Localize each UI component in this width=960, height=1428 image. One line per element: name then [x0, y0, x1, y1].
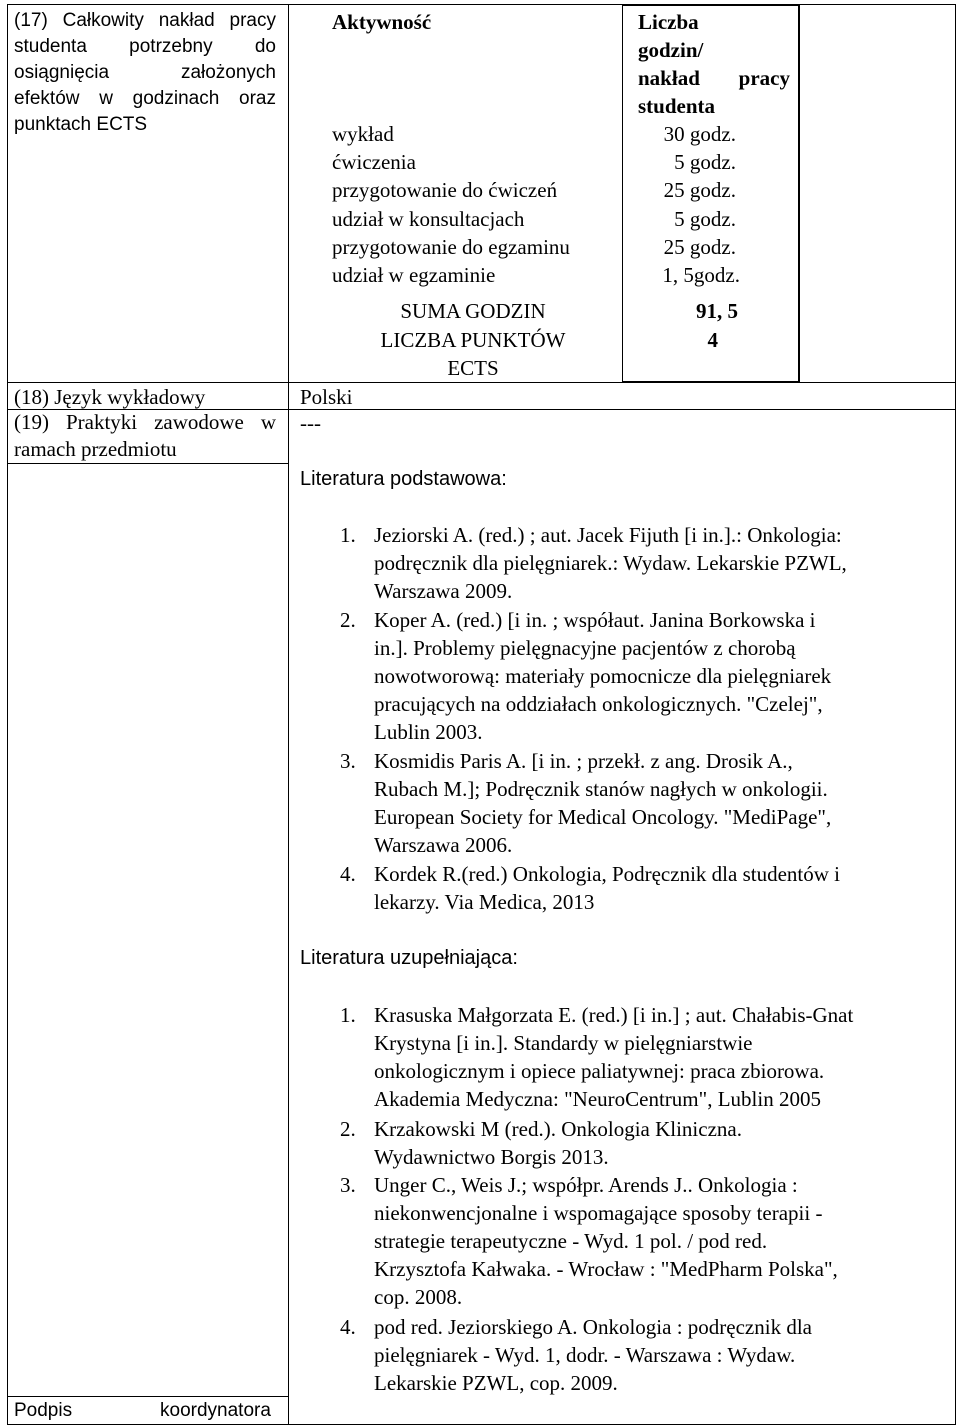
activity-hours: 25 godz.	[663, 235, 736, 259]
list-item-line: Warszawa 2006.	[374, 833, 513, 857]
hours-header-line-1: Liczba	[638, 10, 699, 34]
activity-row	[332, 233, 570, 261]
sum-hours-value: 91, 5	[696, 299, 738, 323]
column-divider	[288, 4, 289, 1424]
activity-hours: 1, 5godz.	[662, 263, 740, 287]
section-19-label	[14, 409, 276, 463]
ects-label	[328, 326, 618, 382]
list-item-text	[374, 1115, 944, 1171]
workload-table-top	[622, 4, 799, 6]
activity-name: przygotowanie do ćwiczeń	[332, 178, 558, 202]
section-17-line-3: osiągnięcia założonych	[14, 62, 276, 83]
list-item-line: Rubach M.]; Podręcznik stanów nagłych w onkologii.	[374, 777, 828, 801]
list-item-line: pielęgniarek - Wyd. 1, dodr. - Warszawa : Wydaw.	[374, 1343, 796, 1367]
list-item-line: cop. 2008.	[374, 1285, 463, 1309]
list-item-line: Kosmidis Paris A. [i in. ; przekł. z ang. Drosik A.,	[374, 749, 793, 773]
list-item-line: Warszawa 2009.	[374, 579, 513, 603]
workload-table-bottom	[622, 381, 800, 383]
list-item-text	[374, 860, 944, 916]
practice-value: ---	[300, 411, 321, 435]
list-item-text	[374, 747, 944, 859]
signature-label-1: Podpis	[14, 1400, 73, 1421]
list-item-line: Akademia Medyczna: "NeuroCentrum", Lublin 2005	[374, 1087, 821, 1111]
list-item-line: Jeziorski A. (red.) ; aut. Jacek Fijuth [i in.].: Onkologia:	[374, 523, 842, 547]
list-item-number: 1.	[340, 1003, 356, 1027]
list-item-line: Krzakowski M (red.). Onkologia Kliniczna.	[374, 1117, 742, 1141]
frame-bottom	[7, 1424, 956, 1425]
list-item-number: 3.	[340, 749, 356, 773]
list-item-number: 2.	[340, 608, 356, 632]
list-item-line: Krzysztofa Kałwaka. - Wrocław : "MedPharm Polska",	[374, 1257, 838, 1281]
activity-hours: 5 godz.	[674, 150, 736, 174]
activity-name: wykład	[332, 122, 394, 146]
activity-header: Aktywność	[332, 10, 432, 34]
list-item-text	[374, 1171, 944, 1311]
activity-name: ćwiczenia	[332, 150, 416, 174]
list-item-line: Koper A. (red.) [i in. ; współaut. Janina Borkowska i	[374, 608, 816, 632]
list-item-line: nowotworową: materiały pomocnicze dla pielęgniarek	[374, 664, 832, 688]
section-17-label	[14, 8, 276, 138]
section-19-line-1: (19) Praktyki zawodowe w	[14, 410, 276, 434]
list-item-number: 4.	[340, 1315, 356, 1339]
ects-value: 4	[707, 328, 718, 352]
sum-hours-label: SUMA GODZIN	[400, 299, 546, 323]
frame-right	[955, 4, 956, 1424]
activity-hours: 30 godz.	[663, 122, 736, 146]
ects-label-line-2: ECTS	[447, 356, 499, 380]
section-18-label: (18) Język wykładowy	[14, 385, 206, 409]
supplementary-literature-heading: Literatura uzupełniająca:	[300, 947, 518, 969]
activity-row	[332, 261, 495, 289]
language-value: Polski	[300, 385, 353, 409]
hours-header-line-4: studenta	[638, 94, 716, 118]
list-item-line: onkologicznym i opiece paliatywnej: praca zbiorowa.	[374, 1059, 825, 1083]
section-17-line-4: efektów w godzinach oraz	[14, 88, 276, 109]
list-item-line: in.]. Problemy pielęgnacyjne pacjentów z chorobą	[374, 636, 796, 660]
hours-header	[638, 8, 790, 120]
hours-header-line-3: nakład pracy	[638, 66, 790, 90]
list-item-text	[374, 521, 944, 605]
list-item-number: 3.	[340, 1173, 356, 1197]
frame-top	[7, 4, 955, 5]
list-item-text	[374, 606, 944, 746]
list-item-line: pracujących na oddziałach onkologicznych. "Czelej",	[374, 692, 823, 716]
activity-row	[332, 205, 524, 233]
list-item-text	[374, 1001, 944, 1113]
list-item-line: Lekarskie PZWL, cop. 2009.	[374, 1371, 618, 1395]
frame-left	[7, 4, 8, 1424]
activity-row	[332, 148, 416, 176]
hours-header-line-2: godzin/	[638, 38, 704, 62]
ects-label-line-1: LICZBA PUNKTÓW	[380, 328, 566, 352]
list-item-line: strategie terapeutyczne - Wyd. 1 pol. / pod red.	[374, 1229, 768, 1253]
activity-hours: 5 godz.	[674, 207, 736, 231]
section-17-line-1: (17) Całkowity nakład pracy	[14, 10, 276, 31]
activity-hours: 25 godz.	[663, 178, 736, 202]
activity-name: udział w egzaminie	[332, 263, 496, 287]
list-item-line: Lublin 2003.	[374, 720, 483, 744]
signature-label-2: koordynatora	[160, 1400, 271, 1421]
section-17-line-2: studenta potrzebny do	[14, 36, 276, 57]
list-item-line: European Society for Medical Oncology. "MediPage",	[374, 805, 832, 829]
list-item-line: Unger C., Weis J.; współpr. Arends J.. Onkologia :	[374, 1173, 798, 1197]
list-item-number: 4.	[340, 862, 356, 886]
list-item-line: Wydawnictwo Borgis 2013.	[374, 1145, 609, 1169]
activity-row	[332, 176, 557, 204]
list-item-line: pod red. Jeziorskiego A. Onkologia : podręcznik dla	[374, 1315, 812, 1339]
list-item-line: podręcznik dla pielęgniarek.: Wydaw. Lekarskie PZWL,	[374, 551, 847, 575]
row-divider-19-literature	[7, 463, 288, 464]
section-17-line-5: punktach ECTS	[14, 114, 148, 135]
list-item-line: niekonwencjonalne i wspomagające sposoby terapii -	[374, 1201, 823, 1225]
list-item-line: lekarzy. Via Medica, 2013	[374, 890, 595, 914]
basic-literature-heading: Literatura podstawowa:	[300, 468, 507, 490]
list-item-number: 2.	[340, 1117, 356, 1141]
list-item-line: Krystyna [i in.]. Standardy w pielęgniarstwie	[374, 1031, 753, 1055]
activity-name: udział w konsultacjach	[332, 207, 525, 231]
activity-row	[332, 120, 394, 148]
list-item-line: Kordek R.(red.) Onkologia, Podręcznik dla studentów i	[374, 862, 840, 886]
activity-name: przygotowanie do egzaminu	[332, 235, 570, 259]
row-divider-signature	[7, 1396, 288, 1397]
section-19-line-2: ramach przedmiotu	[14, 437, 177, 461]
list-item-line: Krasuska Małgorzata E. (red.) [i in.] ; aut. Chałabis-Gnat	[374, 1003, 854, 1027]
list-item-number: 1.	[340, 523, 356, 547]
list-item-text	[374, 1313, 944, 1397]
workload-table-right	[798, 4, 800, 382]
